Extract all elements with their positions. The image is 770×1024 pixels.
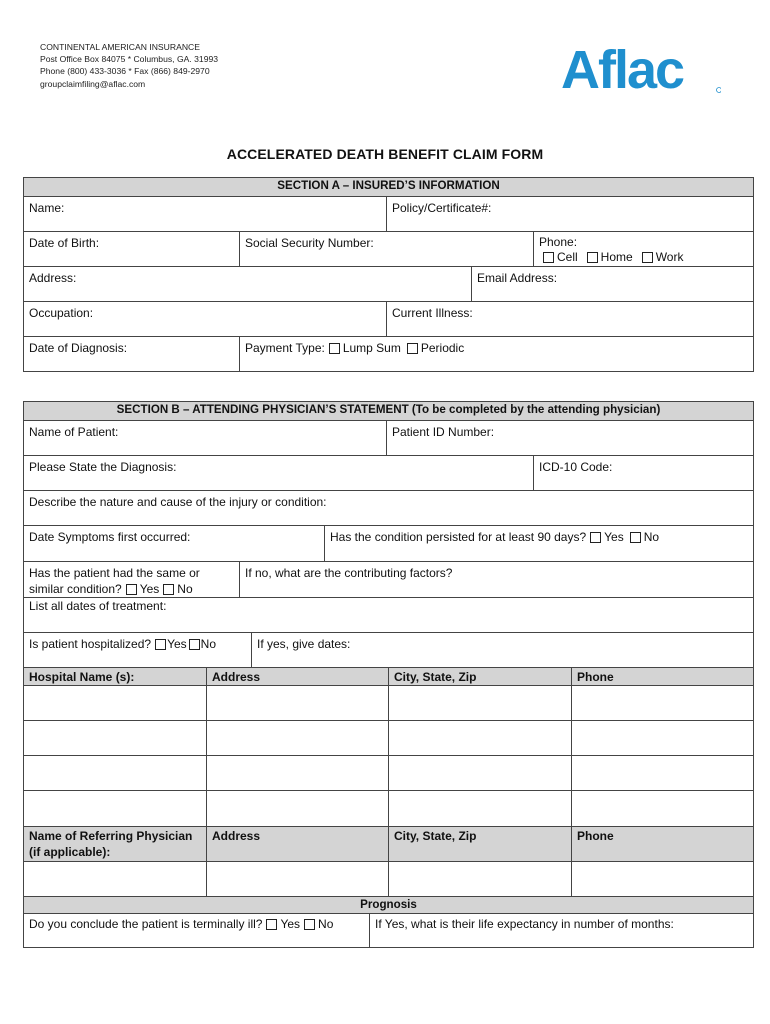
section-b-heading: SECTION B – ATTENDING PHYSICIAN’S STATEMENT (To be completed by the attending physician) — [24, 402, 753, 420]
terminally-ill-question: Do you conclude the patient is terminally ill? Yes No — [29, 917, 334, 931]
policy-number-field[interactable]: Policy/Certificate#: — [386, 197, 753, 231]
diagnosis-field[interactable]: Please State the Diagnosis: — [29, 460, 177, 474]
same-condition-no-checkbox[interactable] — [163, 584, 174, 595]
hospital-phone-cell[interactable] — [571, 686, 753, 720]
same-condition-question: Has the patient had the same or similar condition? Yes No — [29, 566, 200, 596]
hospital-phone-cell[interactable] — [571, 721, 753, 755]
hospitalized-no-checkbox[interactable] — [189, 639, 200, 650]
hospital-city-cell[interactable] — [388, 686, 571, 720]
terminal-no-checkbox[interactable] — [304, 919, 315, 930]
company-header — [40, 41, 218, 90]
condition-description-field[interactable]: Describe the nature and cause of the injury or condition: — [29, 495, 327, 509]
patient-name-field[interactable]: Name of Patient: — [29, 425, 119, 439]
same-condition-yes-checkbox[interactable] — [126, 584, 137, 595]
hospital-name-header: Hospital Name (s): — [29, 670, 135, 684]
hospital-city-cell[interactable] — [388, 721, 571, 755]
referring-name-cell[interactable] — [24, 862, 206, 896]
insured-address-field[interactable]: Address: — [29, 271, 77, 285]
hospitalized-question: Is patient hospitalized? Yes No — [29, 637, 217, 651]
hospital-row — [24, 755, 753, 790]
insured-name-field[interactable]: Name: — [29, 201, 65, 215]
hospital-address-cell[interactable] — [206, 721, 388, 755]
icd10-field[interactable]: ICD-10 Code: — [533, 456, 753, 490]
hospitalized-dates-field[interactable]: If yes, give dates: — [251, 633, 753, 667]
periodic-checkbox[interactable] — [407, 343, 418, 354]
referring-table-header — [24, 826, 753, 861]
prognosis-heading: Prognosis — [24, 897, 753, 913]
hospital-address-header: Address — [206, 668, 388, 685]
hospital-address-cell[interactable] — [206, 756, 388, 790]
hospital-phone-cell[interactable] — [571, 756, 753, 790]
insured-phone-field[interactable]: Phone: Cell Home Work — [533, 232, 753, 266]
company-phone: Phone (800) 433-3036 * Fax (866) 849-2970 — [40, 66, 210, 77]
referring-row — [24, 861, 753, 896]
ssn-field[interactable]: Social Security Number: — [239, 232, 533, 266]
current-illness-field[interactable]: Current Illness: — [386, 302, 753, 336]
phone-home-checkbox[interactable] — [587, 252, 598, 263]
hospital-city-cell[interactable] — [388, 791, 571, 826]
payment-type-field: Payment Type: Lump Sum Periodic — [239, 337, 753, 371]
hospital-name-cell[interactable] — [24, 756, 206, 790]
hospital-phone-header: Phone — [571, 668, 753, 685]
referring-city-cell[interactable] — [388, 862, 571, 896]
referring-city-header: City, State, Zip — [388, 827, 571, 861]
patient-id-field[interactable]: Patient ID Number: — [386, 421, 753, 455]
insured-email-field[interactable]: Email Address: — [471, 267, 753, 301]
referring-physician-header: Name of Referring Physician (if applicable): — [29, 829, 193, 859]
phone-label: Phone: — [539, 235, 578, 249]
terminal-yes-checkbox[interactable] — [266, 919, 277, 930]
hospital-address-cell[interactable] — [206, 791, 388, 826]
referring-phone-cell[interactable] — [571, 862, 753, 896]
referring-phone-header: Phone — [571, 827, 753, 861]
treatment-dates-field[interactable]: List all dates of treatment: — [29, 599, 167, 613]
hospital-table-header — [24, 667, 753, 685]
hospital-row — [24, 720, 753, 755]
hospital-name-cell[interactable] — [24, 791, 206, 826]
hospitalized-yes-checkbox[interactable] — [155, 639, 166, 650]
symptoms-date-field[interactable]: Date Symptoms first occurred: — [29, 530, 191, 544]
hospital-phone-cell[interactable] — [571, 791, 753, 826]
form-title: ACCELERATED DEATH BENEFIT CLAIM FORM — [226, 146, 544, 162]
section-b — [23, 401, 754, 948]
company-email: groupclaimfiling@aflac.com — [40, 78, 146, 89]
section-a — [23, 177, 754, 372]
contributing-factors-field[interactable]: If no, what are the contributing factors? — [239, 562, 753, 597]
section-a-heading: SECTION A – INSURED’S INFORMATION — [24, 178, 753, 196]
hospital-row — [24, 790, 753, 826]
insured-dob-field[interactable]: Date of Birth: — [29, 236, 100, 250]
life-expectancy-field[interactable]: If Yes, what is their life expectancy in number of months: — [369, 914, 753, 947]
hospital-row — [24, 685, 753, 720]
persisted-no-checkbox[interactable] — [630, 532, 641, 543]
hospital-city-header: City, State, Zip — [388, 668, 571, 685]
company-name: CONTINENTAL AMERICAN INSURANCE — [40, 42, 200, 52]
persisted-yes-checkbox[interactable] — [590, 532, 601, 543]
hospital-address-cell[interactable] — [206, 686, 388, 720]
hospital-name-cell[interactable] — [24, 721, 206, 755]
phone-cell-checkbox[interactable] — [543, 252, 554, 263]
diagnosis-date-field[interactable]: Date of Diagnosis: — [29, 341, 128, 355]
hospital-name-cell[interactable] — [24, 686, 206, 720]
phone-work-checkbox[interactable] — [642, 252, 653, 263]
company-address: Post Office Box 84075 * Columbus, GA. 31993 — [40, 54, 219, 65]
aflac-logo-text: Aflac — [561, 40, 684, 98]
lump-sum-checkbox[interactable] — [329, 343, 340, 354]
hospital-city-cell[interactable] — [388, 756, 571, 790]
occupation-field[interactable]: Occupation: — [29, 306, 94, 320]
aflac-logo — [561, 36, 721, 98]
persisted-question: Has the condition persisted for at least 90 days? Yes No — [324, 526, 753, 561]
referring-address-cell[interactable] — [206, 862, 388, 896]
referring-address-header: Address — [206, 827, 388, 861]
